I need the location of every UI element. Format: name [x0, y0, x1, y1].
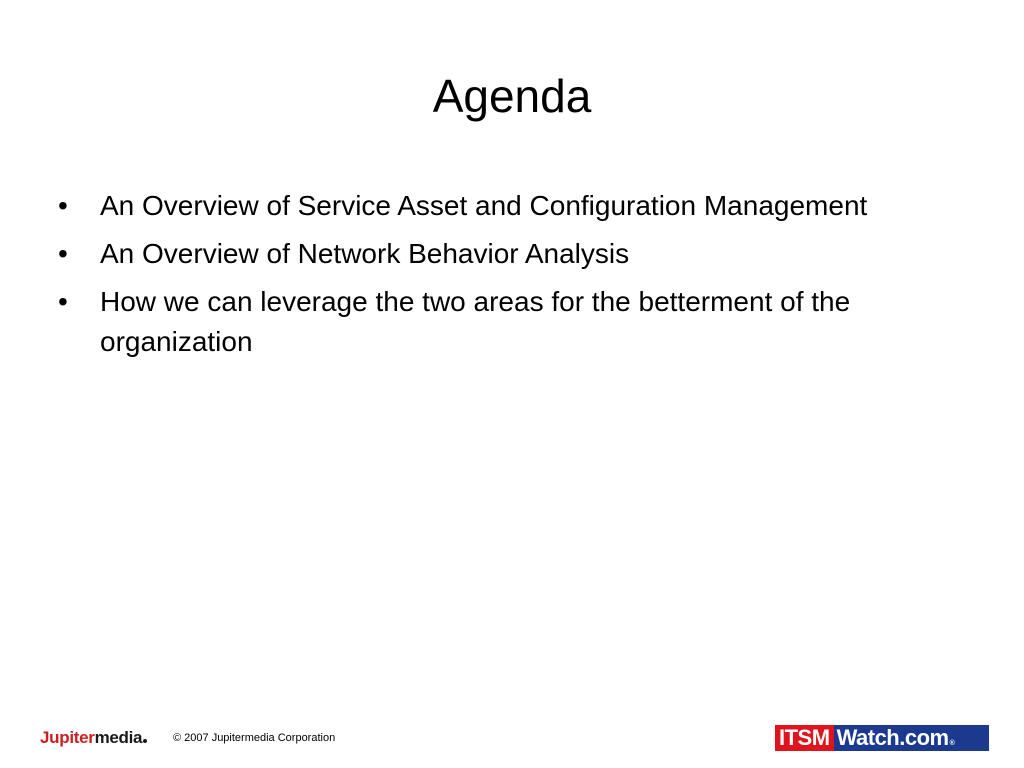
jupitermedia-logo — [40, 728, 147, 748]
bullet-icon: • — [58, 190, 68, 221]
bullet-text: How we can leverage the two areas for the betterment of the organization — [100, 286, 851, 357]
bullet-icon: • — [58, 238, 68, 269]
list-item — [58, 234, 978, 274]
bullet-text: An Overview of Network Behavior Analysis — [100, 238, 630, 269]
jupitermedia-logo-part1: Jupiter — [40, 728, 95, 747]
itsmwatch-logo-part2: Watch.com — [836, 725, 949, 750]
itsmwatch-logo-part1: ITSM — [775, 725, 834, 751]
bullet-list — [58, 186, 978, 370]
slide-title: Agenda — [432, 70, 592, 122]
bullet-text: An Overview of Service Asset and Configuration Management — [100, 190, 868, 221]
logo-dot-icon — [143, 739, 147, 743]
list-item — [58, 186, 978, 226]
list-item — [58, 282, 978, 362]
registered-mark: ® — [949, 740, 955, 747]
bullet-icon: • — [58, 286, 68, 317]
jupitermedia-logo-part2: media — [94, 728, 143, 747]
copyright-notice: © 2007 Jupitermedia Corporation — [173, 732, 336, 744]
itsmwatch-logo — [775, 725, 989, 751]
slide-footer — [0, 718, 1024, 758]
